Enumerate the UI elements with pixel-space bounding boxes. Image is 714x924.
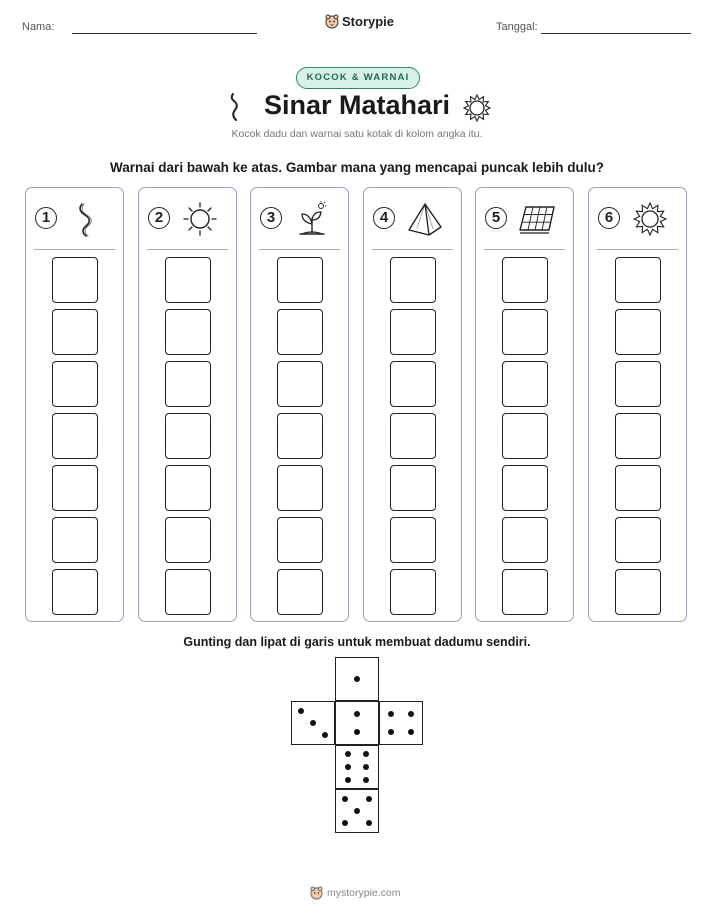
die-pip: [345, 764, 351, 770]
die-pip: [310, 720, 316, 726]
color-box[interactable]: [390, 361, 436, 407]
sun-spiky-icon: [462, 93, 492, 123]
color-box[interactable]: [502, 569, 548, 615]
color-box[interactable]: [615, 413, 661, 459]
color-box[interactable]: [502, 257, 548, 303]
brand-name: Storypie: [342, 14, 395, 29]
die-pip: [354, 711, 360, 717]
color-box[interactable]: [277, 413, 323, 459]
color-box[interactable]: [615, 361, 661, 407]
color-box[interactable]: [502, 413, 548, 459]
color-box[interactable]: [615, 569, 661, 615]
color-box[interactable]: [390, 309, 436, 355]
dice-column-2: [138, 187, 237, 622]
color-box[interactable]: [390, 517, 436, 563]
die-pip: [342, 796, 348, 802]
die-face-2: [335, 701, 379, 745]
color-box[interactable]: [165, 465, 211, 511]
color-box[interactable]: [52, 361, 98, 407]
color-box[interactable]: [615, 257, 661, 303]
color-box[interactable]: [165, 569, 211, 615]
color-box[interactable]: [390, 257, 436, 303]
die-face-3: [291, 701, 335, 745]
die-face-1: [335, 657, 379, 701]
die-pip: [322, 732, 328, 738]
die-pip: [363, 751, 369, 757]
color-box[interactable]: [277, 465, 323, 511]
color-box[interactable]: [52, 569, 98, 615]
color-box[interactable]: [277, 569, 323, 615]
column-divider: [147, 249, 228, 250]
solar-panel-icon: [517, 200, 557, 238]
die-face-4: [379, 701, 423, 745]
color-box[interactable]: [502, 361, 548, 407]
column-divider: [597, 249, 678, 250]
dice-column-5: [475, 187, 574, 622]
die-pip: [366, 796, 372, 802]
color-box[interactable]: [615, 465, 661, 511]
color-box[interactable]: [165, 309, 211, 355]
die-pip: [342, 820, 348, 826]
color-box[interactable]: [165, 517, 211, 563]
die-pip: [345, 751, 351, 757]
die-pip: [363, 777, 369, 783]
die-face-6: [335, 745, 379, 789]
die-pip: [298, 708, 304, 714]
sprout-icon: [292, 200, 332, 238]
activity-badge: KOCOK & WARNAI: [296, 67, 420, 89]
color-box[interactable]: [502, 517, 548, 563]
die-pip: [354, 729, 360, 735]
die-pip: [354, 808, 360, 814]
column-divider: [372, 249, 453, 250]
color-box[interactable]: [52, 413, 98, 459]
column-number: 3: [260, 207, 282, 229]
color-box[interactable]: [52, 257, 98, 303]
column-number: 2: [148, 207, 170, 229]
color-box[interactable]: [52, 309, 98, 355]
color-box[interactable]: [502, 465, 548, 511]
cut-instruction: Gunting dan lipat di garis untuk membuat dadumu sendiri.: [183, 635, 531, 649]
page-title: Sinar Matahari: [263, 90, 451, 120]
column-divider: [484, 249, 565, 250]
column-divider: [34, 249, 115, 250]
die-pip: [354, 676, 360, 682]
color-box[interactable]: [615, 309, 661, 355]
color-box[interactable]: [165, 361, 211, 407]
die-pip: [408, 729, 414, 735]
color-box[interactable]: [277, 517, 323, 563]
subtitle: Kocok dadu dan warnai satu kotak di kolom angka itu.: [231, 128, 483, 140]
color-box[interactable]: [277, 309, 323, 355]
die-pip: [408, 711, 414, 717]
color-box[interactable]: [502, 309, 548, 355]
color-box[interactable]: [390, 413, 436, 459]
date-label: Tanggal:: [496, 21, 538, 33]
name-label: Nama:: [22, 21, 55, 33]
dice-column-1: [25, 187, 124, 622]
die-face-5: [335, 789, 379, 833]
footer: [310, 886, 401, 900]
dice-column-4: [363, 187, 462, 622]
storypie-mascot-icon: [310, 886, 323, 900]
die-pip: [366, 820, 372, 826]
color-box[interactable]: [390, 569, 436, 615]
die-pip: [388, 711, 394, 717]
name-line[interactable]: [72, 33, 257, 34]
sun-spiky-icon: [630, 200, 670, 238]
column-number: 4: [373, 207, 395, 229]
die-pip: [363, 764, 369, 770]
color-box[interactable]: [52, 517, 98, 563]
sun-outline-icon: [180, 200, 220, 238]
color-box[interactable]: [52, 465, 98, 511]
storypie-mascot-icon: [325, 14, 339, 29]
die-pip: [388, 729, 394, 735]
column-number: 6: [598, 207, 620, 229]
pyramid-icon: [405, 200, 445, 238]
die-pip: [345, 777, 351, 783]
squiggle-icon: [67, 200, 107, 238]
column-divider: [259, 249, 340, 250]
column-number: 5: [485, 207, 507, 229]
color-box[interactable]: [277, 257, 323, 303]
date-line[interactable]: [541, 33, 691, 34]
column-number: 1: [35, 207, 57, 229]
dice-column-6: [588, 187, 687, 622]
color-box[interactable]: [277, 361, 323, 407]
color-box[interactable]: [615, 517, 661, 563]
color-box[interactable]: [165, 413, 211, 459]
dice-column-3: [250, 187, 349, 622]
coloring-instruction: Warnai dari bawah ke atas. Gambar mana yang mencapai puncak lebih dulu?: [110, 160, 604, 175]
brand-logo: [325, 14, 394, 29]
color-box[interactable]: [165, 257, 211, 303]
footer-url[interactable]: mystorypie.com: [327, 887, 401, 899]
color-box[interactable]: [390, 465, 436, 511]
